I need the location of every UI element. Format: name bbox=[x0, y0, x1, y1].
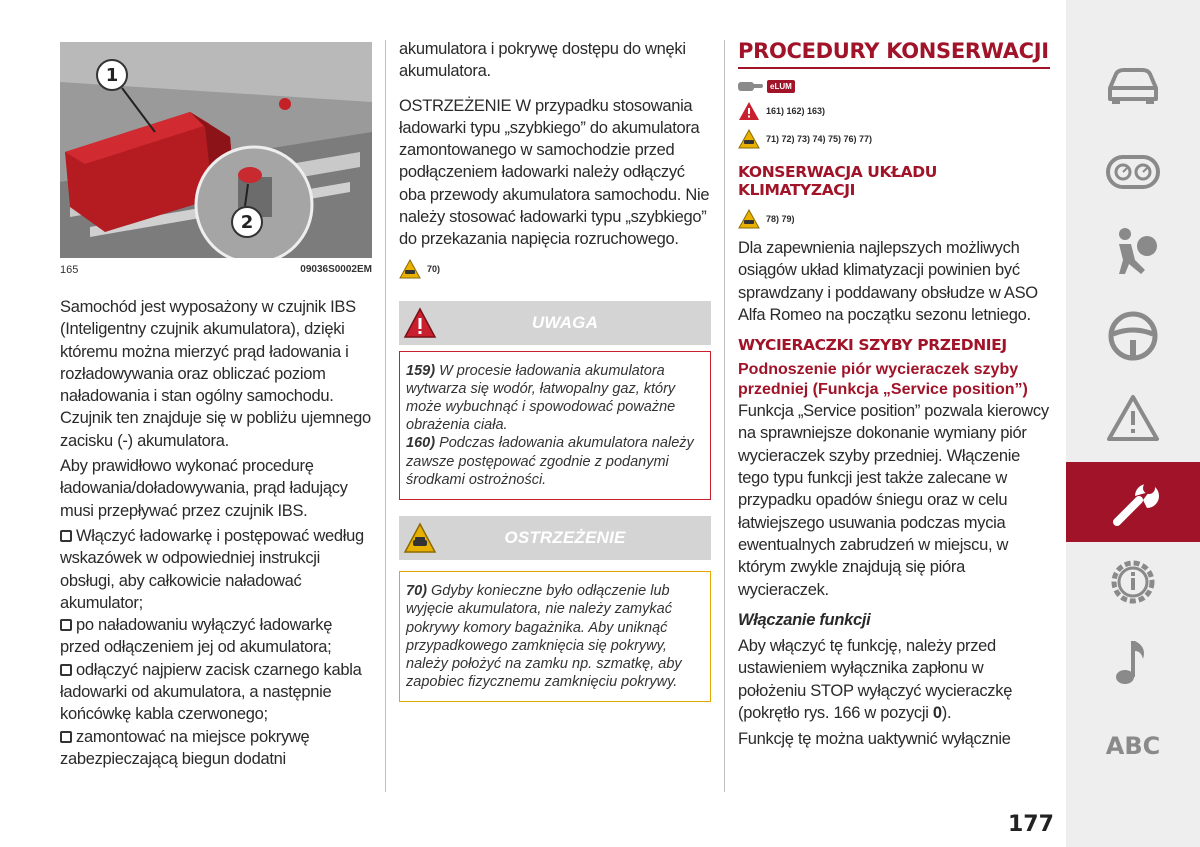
warning-reference bbox=[399, 259, 711, 279]
warning-reference bbox=[738, 129, 1050, 149]
subsection-heading: Podnoszenie piór wycieraczek szyby przedniej (Funkcja „Service position”) bbox=[738, 361, 1028, 399]
paragraph: Aby prawidłowo wykonać procedurę ładowania/doładowywania, prąd ładujący musi przepływać przez czujnik IBS. bbox=[60, 457, 348, 520]
note-item bbox=[406, 582, 704, 691]
list-item bbox=[60, 659, 372, 726]
battery-figure bbox=[60, 42, 372, 258]
warning-reference bbox=[738, 209, 1050, 229]
danger-icon bbox=[738, 101, 760, 121]
subsection-title: KONSERWACJA UKŁADU KLIMATYZACJI bbox=[738, 163, 937, 199]
position-label: 0 bbox=[932, 704, 942, 723]
uwaga-section bbox=[399, 301, 711, 500]
column-2 bbox=[399, 38, 711, 702]
column-divider bbox=[724, 40, 725, 792]
sidebar-item-label: ABC bbox=[1105, 732, 1161, 760]
reference-numbers: 78) 79) bbox=[766, 214, 795, 224]
reference-numbers: 71) 72) 73) 74) 75) 76) 77) bbox=[766, 134, 873, 144]
col2-text bbox=[399, 38, 711, 251]
figure-number: 165 bbox=[60, 264, 79, 276]
note-number: 70) bbox=[406, 583, 427, 600]
note-text: Podczas ładowania akumulatora należy zawsze postępować zgodnie z podanymi środkami ostrożności. bbox=[406, 435, 694, 488]
note-number: 160) bbox=[406, 435, 436, 452]
column-divider bbox=[385, 40, 386, 792]
callout-2: 2 bbox=[240, 212, 254, 233]
sidebar-item-index[interactable] bbox=[1066, 706, 1200, 786]
wrench-icon bbox=[1105, 474, 1161, 530]
figure-code: 09036S0002EM bbox=[300, 264, 372, 275]
sidebar-item-vehicle[interactable] bbox=[1066, 46, 1200, 126]
paragraph: Funkcja „Service position” pozwala kierowcy na sprawniejsze dokonanie wymiany piór wycieraczek szyby przedniej. Włączenie tego typu funkcji jest także zalecane w przypadku opadów śniegu oraz w celu łatwiejszego usuwania podczas mycia ewentualnych zabrudzeń w miejscu, w którym zwykle znajdują się pióra wycieraczek. bbox=[738, 402, 1049, 599]
sidebar-item-safety[interactable] bbox=[1066, 212, 1200, 292]
paragraph: Aby włączyć tę funkcję, należy przed ustawieniem wyłącznika zapłonu w położeniu STOP wyłączyć wycieraczkę (pokrętło rys. 166 w pozycji 0). bbox=[738, 637, 1013, 723]
reference-number: 70) bbox=[427, 263, 441, 274]
page-number: 177 bbox=[1008, 812, 1054, 837]
car-icon bbox=[1104, 66, 1162, 106]
sidebar-item-dashboard[interactable] bbox=[1066, 132, 1200, 212]
figure-caption bbox=[60, 264, 372, 276]
bullet-icon bbox=[60, 619, 72, 631]
paragraph: Dla zapewnienia najlepszych możliwych osiągów układ klimatyzacji powinien być sprawdzany i poddawany obsłudze w ASO Alfa Romeo na początku sezonu letniego. bbox=[738, 239, 1038, 324]
warning-reference bbox=[738, 101, 1050, 121]
sidebar-item-technical-data[interactable] bbox=[1066, 542, 1200, 622]
car-warning-icon bbox=[403, 521, 437, 555]
ostrzezenie-box bbox=[399, 571, 711, 702]
list-item-text: Włączyć ładowarkę i postępować według wskazówek w odpowiedniej instrukcji obsługi, aby całkowicie naładować akumulator; bbox=[60, 526, 364, 612]
list-item bbox=[60, 614, 372, 659]
elum-badge: eLUM bbox=[767, 80, 795, 93]
bullet-icon bbox=[60, 731, 72, 743]
section-title: PROCEDURY KONSERWACJI bbox=[738, 38, 1050, 69]
subsection-title: WYCIERACZKI SZYBY PRZEDNIEJ bbox=[738, 336, 1007, 355]
ostrzezenie-header bbox=[399, 516, 711, 560]
bullet-icon bbox=[60, 530, 72, 542]
column-3 bbox=[738, 38, 1050, 754]
battery-illustration bbox=[60, 42, 372, 258]
paragraph: Samochód jest wyposażony w czujnik IBS (Inteligentny czujnik akumulatora), dzięki któremu można mierzyć prąd ładowania i rozładowywania oraz obliczać poziom naładowania i stan ogólny samochodu. Czujnik ten znajduje się w pobliżu ujemnego zacisku (-) akumulatora. bbox=[60, 298, 371, 450]
uwaga-header bbox=[399, 301, 711, 345]
note-item bbox=[406, 434, 704, 489]
car-warning-icon bbox=[738, 209, 760, 229]
note-item bbox=[406, 362, 704, 435]
italic-heading: Włączanie funkcji bbox=[738, 610, 871, 629]
instrument-cluster-icon bbox=[1105, 152, 1161, 192]
sidebar-item-maintenance[interactable] bbox=[1066, 462, 1200, 542]
callout-1: 1 bbox=[105, 65, 119, 86]
note-text: W procesie ładowania akumulatora wytwarza się wodór, łatwopalny gaz, który może wybuchnąć i spowodować poważne obrażenia ciała. bbox=[406, 362, 676, 434]
warning-triangle-icon bbox=[1106, 394, 1160, 442]
paragraph: OSTRZEŻENIE W przypadku stosowania ładowarki typu „szybkiego” do akumulatora zamontowanego w samochodzie przed podłączeniem ładowarki należy odłączyć oba przewody akumulatora samochodu. Nie należy stosować ładowarki typu „szybkiego” do przekazania napięcia rozruchowego. bbox=[399, 96, 710, 249]
list-item-text: odłączyć najpierw zacisk czarnego kabla ładowarki od akumulatora, a następnie końcówkę kabla czerwonego; bbox=[60, 660, 362, 724]
uwaga-box bbox=[399, 351, 711, 500]
list-item-text: zamontować na miejsce pokrywę zabezpieczającą biegun dodatni bbox=[60, 727, 310, 768]
hand-pointer-icon bbox=[738, 79, 764, 93]
list-item-text: po naładowaniu wyłączyć ładowarkę przed odłączeniem jej od akumulatora; bbox=[60, 616, 333, 657]
col3-text bbox=[738, 400, 1050, 750]
sidebar-item-driving[interactable] bbox=[1066, 296, 1200, 376]
ostrzezenie-section bbox=[399, 516, 711, 702]
column-1 bbox=[60, 38, 372, 770]
chapter-sidebar bbox=[1066, 0, 1200, 847]
col3-text bbox=[738, 237, 1050, 326]
reference-numbers: 161) 162) 163) bbox=[766, 106, 826, 116]
bullet-icon bbox=[60, 664, 72, 676]
paragraph: akumulatora i pokrywę dostępu do wnęki akumulatora. bbox=[399, 40, 686, 81]
airbag-passenger-icon bbox=[1105, 224, 1161, 280]
note-number: 159) bbox=[406, 362, 436, 379]
uwaga-title: UWAGA bbox=[531, 312, 599, 332]
list-item bbox=[60, 726, 372, 771]
ostrzezenie-title: OSTRZEŻENIE bbox=[504, 528, 626, 548]
col1-text bbox=[60, 296, 372, 770]
list-item bbox=[60, 525, 372, 614]
steering-wheel-icon bbox=[1107, 310, 1159, 362]
sidebar-item-multimedia[interactable] bbox=[1066, 622, 1200, 702]
elum-row bbox=[738, 79, 1050, 93]
sidebar-item-emergency[interactable] bbox=[1066, 378, 1200, 458]
danger-icon bbox=[403, 306, 437, 340]
paragraph: Funkcję tę można uaktywnić wyłącznie bbox=[738, 730, 1011, 749]
car-warning-icon bbox=[738, 129, 760, 149]
info-gear-icon bbox=[1107, 556, 1159, 608]
music-note-icon bbox=[1113, 637, 1153, 687]
car-warning-icon bbox=[399, 259, 421, 279]
note-text: Gdyby konieczne było odłączenie lub wyjęcie akumulatora, nie należy zamykać pokrywy komory bagażnika. Aby uniknąć przypadkowego zamknięcia się pokrywy, należy położyć na zamku np. szmatkę, aby zapobiec fizycznemu zamknięciu pokrywy. bbox=[406, 583, 682, 691]
